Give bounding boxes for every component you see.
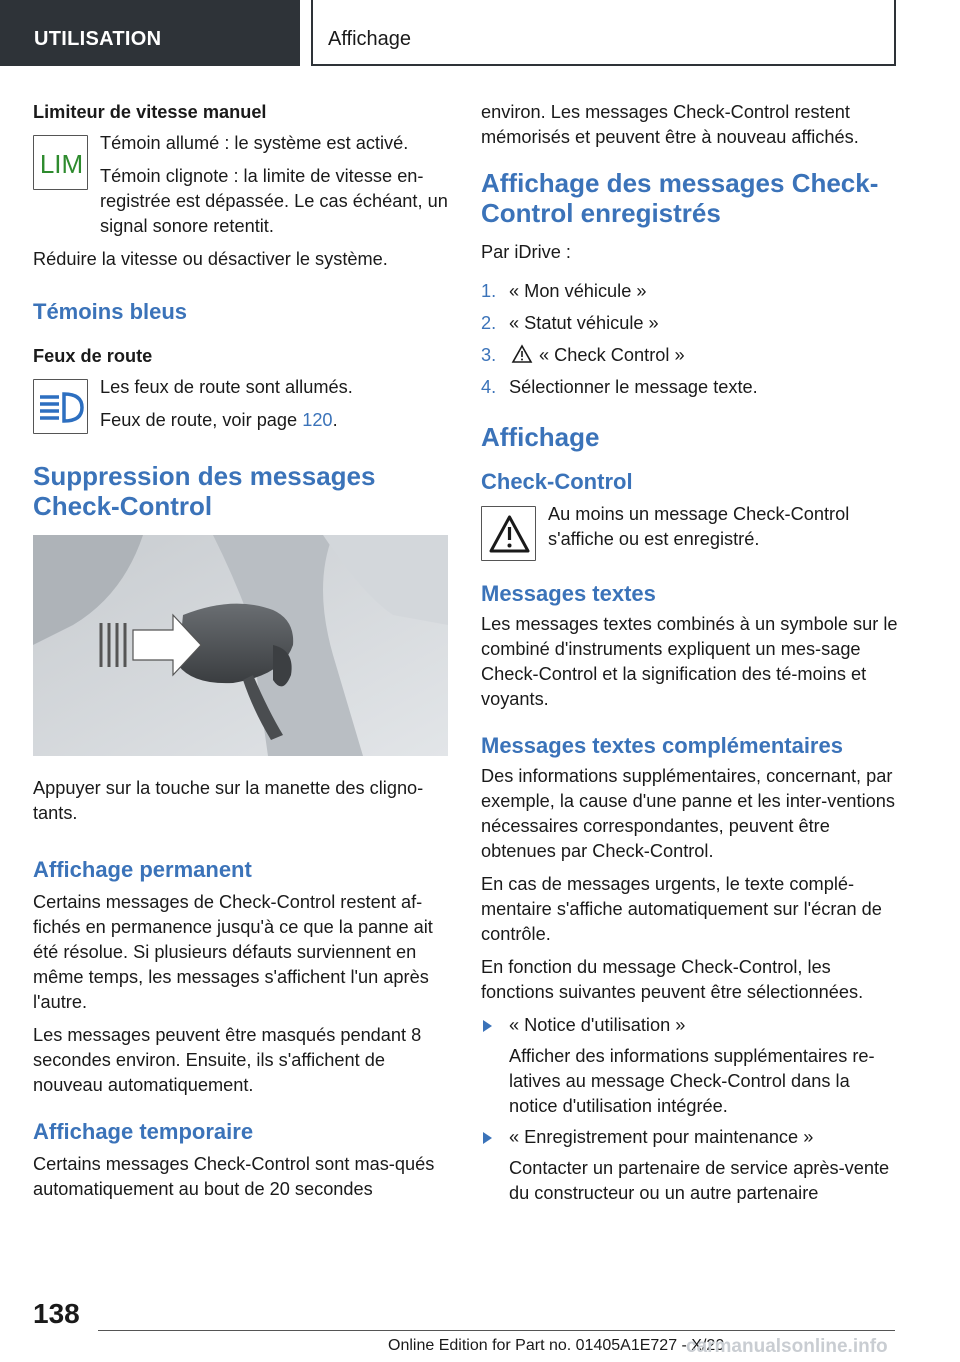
text-messages-heading: Messages textes [481,581,656,606]
header-chapter-tab [311,0,896,66]
additional-text-2: En cas de messages urgents, le texte complé-mentaire s'affiche automatiquement sur l'écran de contrôle. [481,874,882,944]
permanent-text-1: Certains messages de Check-Control restent af-fichés en permanence jusqu'à ce que la panne ait été résolue. Si plusieurs défauts surviennent en même temps, les messages s'affichent l'un après l'autre. [33,892,433,1012]
left-column [33,100,451,1210]
high-beam-text-2: Feux de route, voir page 120. [100,410,338,430]
additional-text-3: En fonction du message Check-Control, les fonctions suivantes peuvent être sélectionnées. [481,957,864,1002]
lim-text-1: Témoin allumé : le système est activé. [100,133,409,153]
check-control-heading: Check-Control [481,469,633,494]
continued-text: environ. Les messages Check-Control restent mémorisés et peuvent être à nouveau affichés. [481,102,859,147]
function-item: « Notice d'utilisation » [481,1013,901,1038]
right-column [481,100,901,1212]
step-item: 3. « Check Control » [481,345,685,365]
permanent-display-heading: Affichage permanent [33,857,252,882]
suppression-heading: Suppression des messages Check-Control [33,461,376,521]
lim-indicator-icon [33,135,88,190]
high-beam-block [33,375,451,435]
function-list [481,1013,901,1038]
turn-signal-stalk-photo [33,535,448,756]
step-item: 1. « Mon véhicule » [481,281,647,301]
header-chapter-label: Affichage [328,28,412,50]
high-beam-icon [33,379,88,434]
temporary-text-1: Certains messages Check-Control sont mas-qués automatiquement au bout de 20 secondes [33,1154,435,1199]
lim-text-3: Réduire la vitesse ou désactiver le système. [33,249,388,269]
function-detail: Contacter un partenaire de service après-vente du constructeur ou un autre partenaire [509,1158,890,1203]
function-detail: Afficher des informations supplémentaires re-latives au message Check-Control dans la notice d'utilisation intégrée. [509,1046,875,1116]
footer-edition: Online Edition for Part no. 01405A1E727 - X/20 [388,1337,725,1354]
additional-text-messages-heading: Messages textes complémentaires [481,733,843,758]
high-beam-heading: Feux de route [33,346,153,366]
temporary-display-heading: Affichage temporaire [33,1119,254,1144]
lim-block [33,131,451,239]
bullet-triangle-icon [483,1020,492,1032]
lim-text-2: Témoin clignote : la limite de vitesse en-registrée est dépassée. Le cas échéant, un signal sonore retentit. [100,166,448,236]
bullet-triangle-icon [483,1132,492,1144]
footer-divider [98,1330,895,1331]
idrive-steps [481,279,901,400]
step-item: 4. Sélectionner le message texte. [481,377,758,397]
check-control-text: Au moins un message Check-Control s'affiche ou est enregistré. [548,504,850,549]
display-heading: Affichage [481,422,600,452]
permanent-text-2: Les messages peuvent être masqués pendant 8 secondes environ. Ensuite, ils s'affichent de nouveau automatiquement. [33,1025,422,1095]
step-item: 2. « Statut véhicule » [481,313,659,333]
warning-triangle-icon [511,344,533,364]
watermark: carmanualsonline.info [686,1336,888,1357]
text-messages-text: Les messages textes combinés à un symbole sur le combiné d'instruments expliquent un mes-sage Check-Control et la signification des té-moins et voyants. [481,614,898,709]
page-number: 138 [33,1298,80,1329]
idrive-label: Par iDrive : [481,242,571,262]
function-list [481,1125,901,1150]
saved-messages-heading: Affichage des messages Check-Control enregistrés [481,168,879,228]
blue-indicators-heading: Témoins bleus [33,299,188,324]
additional-text-1: Des informations supplémentaires, concernant, par exemple, la cause d'une panne et les inter-ventions nécessaires correspondantes, peuvent être obtenues par Check-Control. [481,766,895,861]
header-section-tab [0,0,300,66]
page-link-120[interactable]: 120 [302,410,333,430]
check-control-warning-icon [481,506,536,561]
high-beam-text-1: Les feux de route sont allumés. [100,377,353,397]
lim-heading: Limiteur de vitesse manuel [33,102,267,122]
function-item: « Enregistrement pour maintenance » [481,1125,901,1150]
svg-text:LIM: LIM [39,149,84,179]
photo-caption: Appuyer sur la touche sur la manette des cligno-tants. [33,778,424,823]
header-section-label: UTILISATION [34,28,162,50]
check-control-block [481,502,901,562]
